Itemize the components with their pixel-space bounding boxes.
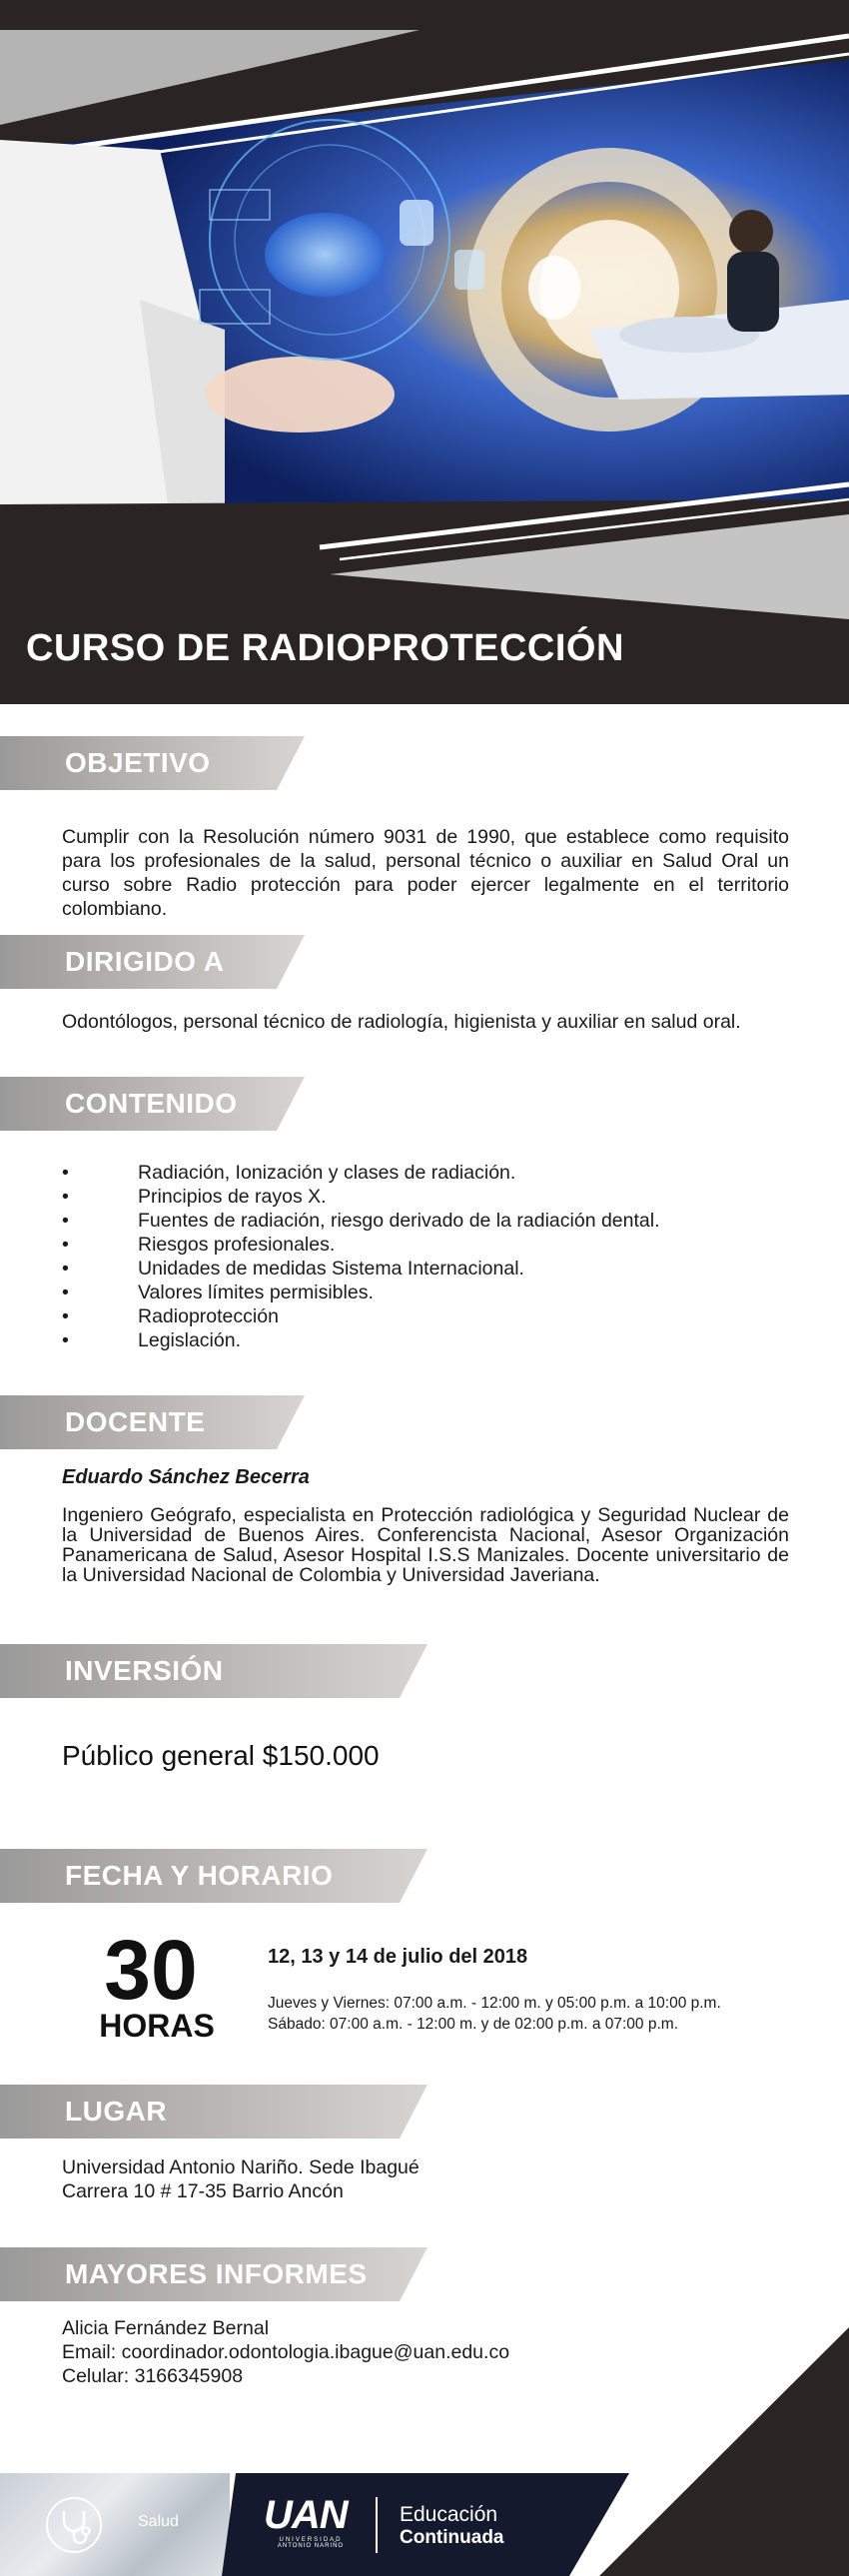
list-item: • Valores límites permisibles. bbox=[62, 1282, 374, 1303]
bullet-icon: • bbox=[62, 1258, 69, 1280]
bullet-icon: • bbox=[62, 1210, 69, 1232]
dirigido-text: Odontólogos, personal técnico de radiología, higienista y auxiliar en salud oral. bbox=[62, 1011, 741, 1033]
bullet-icon: • bbox=[62, 1186, 69, 1208]
schedule-weekday: Jueves y Viernes: 07:00 a.m. - 12:00 m. y 05:00 p.m. a 10:00 p.m. bbox=[268, 1995, 721, 2012]
contact-email[interactable]: Email: coordinador.odontologia.ibague@uan.edu.co bbox=[62, 2341, 510, 2363]
list-item: • Principios de rayos X. bbox=[62, 1186, 327, 1208]
section-title-dirigido: DIRIGIDO A bbox=[65, 946, 225, 977]
bullet-icon: • bbox=[62, 1282, 69, 1303]
hero-banner bbox=[0, 0, 849, 704]
bullet-icon: • bbox=[62, 1162, 69, 1184]
lugar-line-1: Universidad Antonio Nariño. Sede Ibagué bbox=[62, 2156, 420, 2178]
list-item: • Radioprotección bbox=[62, 1305, 279, 1327]
footer-divider bbox=[376, 2497, 378, 2553]
continuada-label: Continuada bbox=[400, 2527, 504, 2548]
hours-label: HORAS bbox=[99, 2008, 215, 2044]
section-title-objetivo: OBJETIVO bbox=[65, 747, 211, 778]
section-title-inversion: INVERSIÓN bbox=[65, 1655, 224, 1686]
footer-photo bbox=[0, 2473, 230, 2576]
salud-label: Salud bbox=[138, 2513, 179, 2530]
schedule-saturday: Sábado: 07:00 a.m. - 12:00 m. y de 02:00 p.m. a 07:00 p.m. bbox=[268, 2016, 678, 2033]
docente-name: Eduardo Sánchez Becerra bbox=[62, 1466, 310, 1488]
list-item: • Riesgos profesionales. bbox=[62, 1234, 336, 1256]
list-item: • Legislación. bbox=[62, 1329, 241, 1351]
section-title-docente: DOCENTE bbox=[65, 1406, 206, 1437]
contenido-list bbox=[62, 1161, 801, 1352]
bullet-icon: • bbox=[62, 1234, 69, 1256]
list-item: • Fuentes de radiación, riesgo derivado de la radiación dental. bbox=[62, 1210, 660, 1232]
hours-number: 30 bbox=[104, 1923, 198, 2017]
course-dates: 12, 13 y 14 de julio del 2018 bbox=[268, 1946, 528, 1968]
bullet-icon: • bbox=[62, 1329, 69, 1351]
uan-logo: UAN UNIVERSIDAD ANTONIO NARIÑO bbox=[264, 2493, 348, 2549]
list-item: • Unidades de medidas Sistema Internacional. bbox=[62, 1258, 524, 1280]
section-title-informes: MAYORES INFORMES bbox=[65, 2258, 368, 2289]
price-text: Público general $150.000 bbox=[62, 1740, 380, 1771]
lugar-line-2: Carrera 10 # 17-35 Barrio Ancón bbox=[62, 2180, 344, 2202]
educacion-label: Educación bbox=[400, 2503, 498, 2526]
list-item: • Radiación, Ionización y clases de radiación. bbox=[62, 1162, 516, 1184]
docente-bio: Ingeniero Geógrafo, especialista en Protección radiológica y Seguridad Nuclear de la Universidad de Buenos Aires. Conferencista Nacional, Asesor Organización Panamericana de Salud, Asesor Hospital I.S.S Manizales. Docente universitario de la Universidad Nacional de Colombia y Universidad Javeriana. bbox=[62, 1504, 789, 1586]
section-title-fecha: FECHA Y HORARIO bbox=[65, 1860, 334, 1891]
hero-image bbox=[0, 0, 849, 704]
corner-decoration bbox=[599, 2327, 849, 2576]
page-title: CURSO DE RADIOPROTECCIÓN bbox=[26, 627, 624, 669]
bullet-icon: • bbox=[62, 1305, 69, 1327]
footer-bar bbox=[0, 2473, 629, 2576]
stethoscope-icon bbox=[46, 2497, 102, 2553]
section-title-lugar: LUGAR bbox=[65, 2096, 168, 2127]
objetivo-text: Cumplir con la Resolución número 9031 de 1990, que establece como requisito para los profesionales de la salud, personal técnico o auxiliar en Salud Oral un curso sobre Radio protección para poder ejercer legalmente en el territorio colombiano. bbox=[62, 826, 789, 920]
section-title-contenido: CONTENIDO bbox=[65, 1088, 238, 1119]
contact-name: Alicia Fernández Bernal bbox=[62, 2317, 270, 2339]
contact-phone[interactable]: Celular: 3166345908 bbox=[62, 2365, 244, 2387]
